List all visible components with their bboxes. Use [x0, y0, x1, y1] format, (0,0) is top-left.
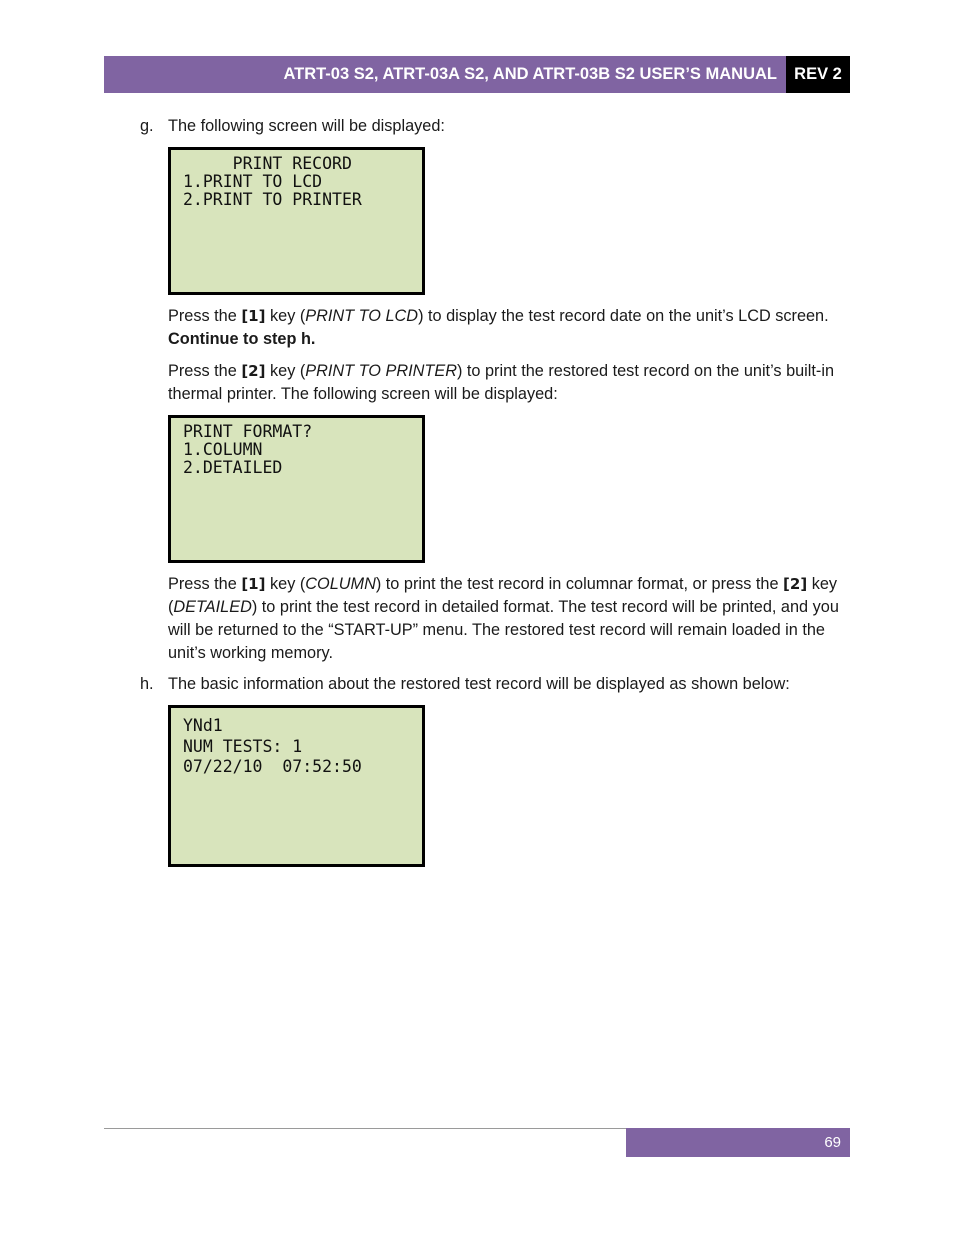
key-label: [1] [241, 307, 266, 325]
menu-option-name: DETAILED [173, 598, 252, 616]
key-label: [2] [241, 362, 266, 380]
step-g-intro: The following screen will be displayed: [168, 117, 445, 135]
lcd-line: 07/22/10 07:52:50 [183, 757, 362, 776]
text-run: ) to print the test record in columnar format, or press the [375, 575, 784, 593]
lcd-line: 1.PRINT TO LCD [183, 172, 323, 191]
menu-option-name: PRINT TO PRINTER [305, 362, 457, 380]
text-run: key ( [265, 575, 306, 593]
step-g-letter: g. [140, 117, 154, 135]
step-h-letter: h. [140, 675, 154, 693]
text-run: key ( [265, 362, 306, 380]
menu-option-name: COLUMN [305, 575, 376, 593]
menu-option-name: PRINT TO LCD [305, 307, 419, 325]
lcd-screen-record-info [168, 705, 425, 867]
footer-rule [104, 1128, 626, 1129]
paragraph-print-to-lcd [168, 305, 848, 351]
lcd-line: 2.PRINT TO PRINTER [183, 190, 362, 209]
lcd-line: 1.COLUMN [183, 440, 263, 459]
lcd-screen-print-format [168, 415, 425, 563]
lcd-line: NUM TESTS: 1 [183, 736, 303, 756]
paragraph-print-format [168, 573, 848, 665]
lcd-line: 2.DETAILED [183, 458, 283, 477]
lcd-line: PRINT RECORD [183, 154, 352, 173]
lcd-line: YNd1 [183, 716, 223, 735]
text-run: Press the [168, 307, 242, 325]
text-run: key ( [265, 307, 306, 325]
step-h-intro: The basic information about the restored test record will be displayed as shown below: [168, 675, 790, 693]
continue-instruction: Continue to step h. [168, 330, 316, 348]
lcd-line: PRINT FORMAT? [183, 422, 313, 441]
manual-title: ATRT-03 S2, ATRT-03A S2, AND ATRT-03B S2 USER’S MANUAL [104, 56, 786, 93]
page-number: 69 [626, 1128, 850, 1157]
key-label: [1] [241, 575, 266, 593]
page-header [104, 56, 850, 93]
revision-badge: REV 2 [786, 56, 850, 93]
paragraph-print-to-printer [168, 360, 848, 406]
text-run: Press the [168, 575, 242, 593]
text-run: ) to print the restored test record on the unit’s built-in thermal printer. The following screen will be displayed: [168, 362, 835, 403]
key-label: [2] [783, 575, 808, 593]
text-run: ) to display the test record date on the unit’s LCD screen. [418, 307, 829, 325]
lcd-screen-print-record [168, 147, 425, 295]
text-run: key ( [168, 575, 838, 616]
text-run: ) to print the test record in detailed format. The test record will be printed, and you will be returned to the “START-UP” menu. The restored test record will remain loaded in the unit’s working memory. [168, 598, 839, 662]
text-run: Press the [168, 362, 242, 380]
